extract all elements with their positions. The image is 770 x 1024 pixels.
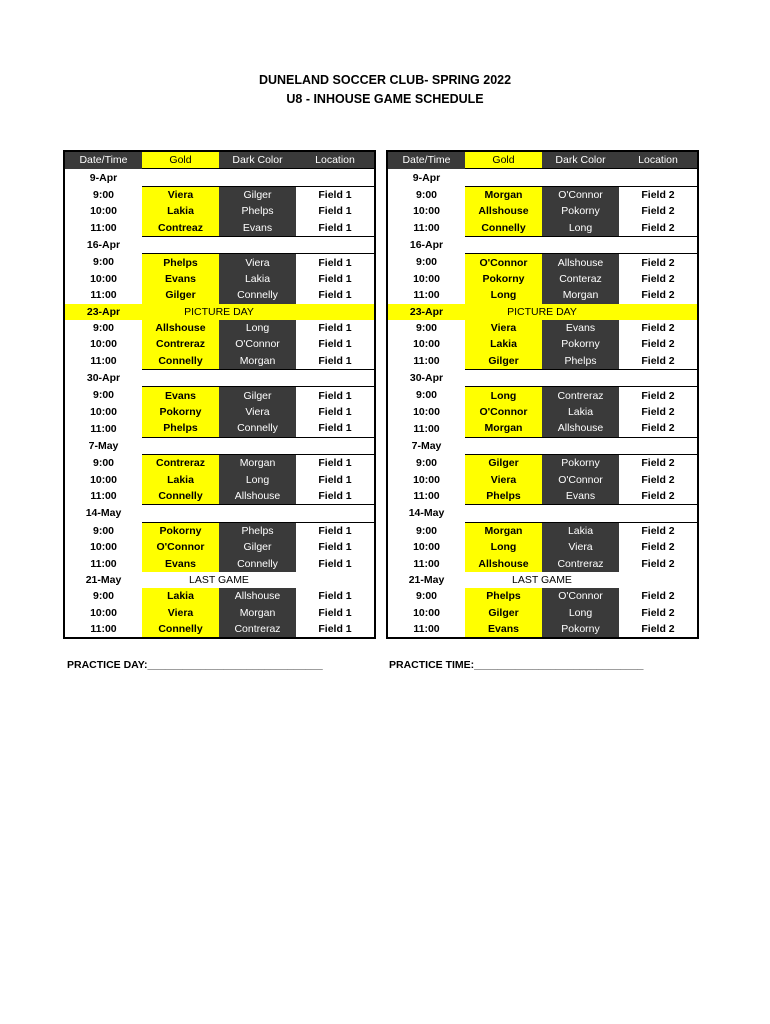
- gold-team: Contreraz: [142, 455, 219, 472]
- dark-team: Morgan: [219, 605, 296, 621]
- game-time: 9:00: [415, 590, 437, 603]
- game-time: 11:00: [90, 222, 117, 234]
- gold-team: Long: [465, 387, 542, 404]
- header-location: Location: [619, 151, 698, 169]
- gold-team: O'Connor: [142, 539, 219, 555]
- gold-team: Contreraz: [142, 336, 219, 352]
- game-row: [64, 404, 375, 420]
- game-time: 10:00: [413, 541, 440, 554]
- gold-team: Pokorny: [142, 522, 219, 539]
- dark-team: Pokorny: [542, 203, 619, 219]
- gold-team: Lakia: [142, 471, 219, 487]
- game-row: [64, 522, 375, 539]
- schedule-body: [64, 169, 375, 638]
- game-row: [387, 387, 698, 404]
- date-row: [387, 505, 698, 522]
- game-location: Field 2: [641, 606, 675, 619]
- game-location: Field 2: [641, 524, 675, 537]
- date-cell: 23-Apr: [387, 304, 465, 320]
- gold-team: Phelps: [142, 420, 219, 437]
- dark-team: Gilger: [219, 387, 296, 404]
- date-cell: 23-Apr: [64, 304, 142, 320]
- game-time: 11:00: [413, 422, 440, 435]
- dark-team: Allshouse: [542, 254, 619, 271]
- game-time: 10:00: [90, 205, 117, 218]
- gold-team: Long: [465, 539, 542, 555]
- date-row: [64, 572, 375, 588]
- game-time: 10:00: [90, 606, 117, 619]
- game-row: [64, 420, 375, 437]
- gold-team: Connelly: [142, 353, 219, 370]
- picture-day-note: PICTURE DAY: [142, 304, 296, 320]
- empty-cell: [465, 370, 698, 387]
- game-time: 11:00: [90, 422, 117, 435]
- game-location: Field 1: [318, 473, 352, 486]
- game-location: Field 1: [318, 188, 352, 201]
- dark-team: Lakia: [542, 404, 619, 420]
- game-location: Field 2: [641, 490, 675, 502]
- game-location: Field 2: [641, 590, 675, 603]
- dark-team: Viera: [219, 404, 296, 420]
- game-location: Field 2: [641, 354, 675, 367]
- date-cell: 7-May: [88, 439, 119, 452]
- game-row: [64, 254, 375, 271]
- game-time: 11:00: [90, 355, 117, 368]
- game-location: Field 1: [318, 623, 352, 636]
- dark-team: Pokorny: [542, 621, 619, 638]
- dark-team: O'Connor: [542, 588, 619, 604]
- dark-team: Evans: [219, 220, 296, 237]
- header-gold: Gold: [142, 151, 219, 169]
- gold-team: O'Connor: [465, 404, 542, 420]
- date-row: [64, 304, 375, 320]
- picture-day-note: PICTURE DAY: [465, 304, 619, 320]
- header-location: Location: [296, 151, 375, 169]
- game-row: [64, 471, 375, 487]
- dark-team: Phelps: [219, 522, 296, 539]
- field-1-schedule-table: [63, 150, 376, 639]
- game-time: 9:00: [415, 389, 437, 402]
- gold-team: Morgan: [465, 186, 542, 203]
- game-time: 9:00: [92, 590, 114, 603]
- dark-team: Allshouse: [219, 488, 296, 505]
- table-header: [387, 151, 698, 169]
- game-location: Field 2: [641, 272, 675, 285]
- empty-cell: [296, 304, 375, 320]
- gold-team: Phelps: [465, 588, 542, 604]
- last-game-note: LAST GAME: [512, 573, 572, 586]
- date-cell: 9-Apr: [412, 171, 441, 184]
- gold-team: Gilger: [465, 353, 542, 370]
- game-row: [64, 555, 375, 571]
- game-location: Field 2: [641, 457, 675, 470]
- game-row: [387, 488, 698, 505]
- game-location: Field 1: [318, 557, 352, 570]
- schedule-title: DUNELAND SOCCER CLUB- SPRING 2022: [258, 73, 512, 87]
- game-row: [387, 555, 698, 571]
- game-time: 9:00: [415, 524, 437, 537]
- practice-time-line: [389, 659, 644, 671]
- game-row: [387, 336, 698, 352]
- gold-team: Lakia: [142, 588, 219, 604]
- game-time: 10:00: [413, 272, 440, 285]
- game-time: 11:00: [413, 490, 440, 503]
- game-time: 10:00: [90, 473, 117, 486]
- gold-team: Connelly: [465, 220, 542, 237]
- date-row: [387, 236, 698, 253]
- schedule-body: [387, 169, 698, 638]
- game-location: Field 1: [318, 354, 352, 367]
- empty-cell: [142, 505, 375, 522]
- game-time: 11:00: [90, 490, 117, 503]
- gold-team: Pokorny: [142, 404, 219, 420]
- dark-team: Phelps: [219, 203, 296, 219]
- date-cell: 14-May: [408, 507, 445, 520]
- game-time: 9:00: [92, 524, 114, 537]
- game-time: 11:00: [413, 289, 440, 302]
- dark-team: Morgan: [219, 455, 296, 472]
- date-cell: 14-May: [85, 507, 122, 520]
- date-cell: 9-Apr: [89, 171, 118, 184]
- dark-team: Contreraz: [542, 387, 619, 404]
- dark-team: Viera: [542, 539, 619, 555]
- game-location: Field 1: [318, 422, 352, 435]
- game-location: Field 2: [641, 389, 675, 402]
- game-row: [387, 186, 698, 203]
- dark-team: Pokorny: [542, 336, 619, 352]
- dark-team: Pokorny: [542, 455, 619, 472]
- header-dark-color: Dark Color: [542, 151, 619, 169]
- date-row: [387, 437, 698, 454]
- empty-cell: [465, 437, 698, 454]
- date-row: [64, 437, 375, 454]
- game-location: Field 1: [318, 490, 352, 502]
- game-time: 9:00: [92, 322, 114, 335]
- game-time: 11:00: [413, 222, 440, 234]
- game-row: [387, 522, 698, 539]
- game-time: 9:00: [92, 389, 114, 402]
- dark-team: Evans: [542, 488, 619, 505]
- gold-team: Allshouse: [465, 203, 542, 219]
- table-header: [64, 151, 375, 169]
- game-time: 11:00: [90, 623, 117, 636]
- game-location: Field 1: [318, 256, 352, 269]
- empty-cell: [142, 370, 375, 387]
- game-row: [387, 588, 698, 604]
- gold-team: Gilger: [142, 287, 219, 303]
- game-time: 11:00: [413, 355, 440, 368]
- game-location: Field 1: [318, 389, 352, 402]
- game-location: Field 1: [318, 322, 352, 335]
- game-location: Field 2: [641, 205, 675, 218]
- game-location: Field 2: [641, 322, 675, 335]
- game-location: Field 2: [641, 623, 675, 636]
- dark-team: Connelly: [219, 287, 296, 303]
- date-cell: 16-Apr: [86, 239, 121, 252]
- empty-cell: [465, 236, 698, 253]
- game-row: [387, 621, 698, 638]
- gold-team: Morgan: [465, 420, 542, 437]
- date-row: [387, 370, 698, 387]
- game-row: [64, 186, 375, 203]
- gold-team: Lakia: [142, 203, 219, 219]
- game-time: 11:00: [413, 623, 440, 636]
- dark-team: Viera: [219, 254, 296, 271]
- game-time: 10:00: [90, 338, 117, 351]
- game-location: Field 1: [318, 606, 352, 619]
- date-row: [387, 169, 698, 186]
- empty-cell: [619, 572, 698, 588]
- game-time: 10:00: [413, 473, 440, 486]
- game-row: [64, 488, 375, 505]
- game-location: Field 2: [641, 406, 675, 419]
- game-location: Field 1: [318, 406, 352, 419]
- game-row: [64, 220, 375, 237]
- game-location: Field 1: [318, 457, 352, 470]
- game-row: [387, 320, 698, 336]
- dark-team: Long: [542, 220, 619, 237]
- game-row: [64, 387, 375, 404]
- dark-team: Contreraz: [542, 555, 619, 571]
- game-row: [387, 203, 698, 219]
- practice-time-blank: _____________________________: [474, 659, 644, 671]
- dark-team: Long: [542, 605, 619, 621]
- date-row: [387, 304, 698, 320]
- header-dark-color: Dark Color: [219, 151, 296, 169]
- game-time: 11:00: [413, 557, 440, 570]
- gold-team: Lakia: [465, 336, 542, 352]
- gold-team: Long: [465, 287, 542, 303]
- dark-team: O'Connor: [219, 336, 296, 352]
- game-row: [64, 353, 375, 370]
- gold-team: O'Connor: [465, 254, 542, 271]
- game-location: Field 2: [641, 557, 675, 570]
- game-location: Field 1: [318, 524, 352, 537]
- gold-team: Gilger: [465, 605, 542, 621]
- game-location: Field 2: [641, 422, 675, 435]
- dark-team: Contreraz: [219, 621, 296, 638]
- game-row: [64, 605, 375, 621]
- last-game-note: LAST GAME: [189, 573, 249, 586]
- dark-team: Morgan: [219, 353, 296, 370]
- dark-team: O'Connor: [542, 186, 619, 203]
- dark-team: Evans: [542, 320, 619, 336]
- dark-team: Connelly: [219, 555, 296, 571]
- game-location: Field 1: [318, 205, 352, 218]
- header-date-time: Date/Time: [387, 151, 465, 169]
- gold-team: Viera: [465, 471, 542, 487]
- game-row: [387, 471, 698, 487]
- game-row: [387, 220, 698, 237]
- dark-team: Phelps: [542, 353, 619, 370]
- game-row: [387, 539, 698, 555]
- empty-cell: [296, 572, 375, 588]
- game-location: Field 1: [318, 272, 352, 285]
- gold-team: Allshouse: [142, 320, 219, 336]
- game-time: 11:00: [90, 289, 117, 302]
- gold-team: Evans: [142, 555, 219, 571]
- game-row: [387, 287, 698, 303]
- empty-cell: [142, 169, 375, 186]
- date-row: [64, 505, 375, 522]
- dark-team: Long: [219, 471, 296, 487]
- game-time: 10:00: [413, 606, 440, 619]
- dark-team: Gilger: [219, 539, 296, 555]
- game-location: Field 2: [641, 188, 675, 201]
- game-row: [64, 455, 375, 472]
- dark-team: Long: [219, 320, 296, 336]
- date-cell: 30-Apr: [409, 372, 444, 385]
- game-time: 10:00: [413, 338, 440, 351]
- gold-team: Morgan: [465, 522, 542, 539]
- dark-team: Gilger: [219, 186, 296, 203]
- game-row: [64, 588, 375, 604]
- gold-team: Viera: [142, 605, 219, 621]
- date-row: [387, 572, 698, 588]
- empty-cell: [142, 437, 375, 454]
- schedule-subtitle: U8 - INHOUSE GAME SCHEDULE: [286, 92, 484, 106]
- game-row: [64, 203, 375, 219]
- game-row: [387, 605, 698, 621]
- gold-team: Connelly: [142, 488, 219, 505]
- field-2-schedule-table: [386, 150, 699, 639]
- game-location: Field 2: [641, 256, 675, 269]
- gold-team: Phelps: [465, 488, 542, 505]
- game-row: [64, 336, 375, 352]
- game-row: [64, 271, 375, 287]
- game-row: [64, 621, 375, 638]
- game-row: [387, 420, 698, 437]
- dark-team: Lakia: [219, 271, 296, 287]
- game-location: Field 1: [318, 289, 352, 302]
- game-time: 9:00: [415, 456, 437, 469]
- game-location: Field 1: [318, 541, 352, 554]
- gold-team: Phelps: [142, 254, 219, 271]
- game-time: 10:00: [413, 406, 440, 419]
- gold-team: Contreaz: [142, 220, 219, 237]
- game-row: [64, 539, 375, 555]
- dark-team: Lakia: [542, 522, 619, 539]
- gold-team: Viera: [142, 186, 219, 203]
- empty-cell: [465, 505, 698, 522]
- game-time: 10:00: [90, 541, 117, 554]
- game-location: Field 2: [641, 289, 675, 302]
- game-time: 9:00: [92, 456, 114, 469]
- game-time: 10:00: [413, 205, 440, 218]
- date-row: [64, 370, 375, 387]
- game-time: 9:00: [415, 322, 437, 335]
- dark-team: Allshouse: [219, 588, 296, 604]
- practice-day-line: [67, 659, 323, 671]
- game-row: [387, 254, 698, 271]
- gold-team: Viera: [465, 320, 542, 336]
- empty-cell: [142, 236, 375, 253]
- game-time: 9:00: [415, 256, 437, 269]
- practice-time-label: PRACTICE TIME:: [389, 659, 475, 671]
- date-cell: 21-May: [408, 573, 445, 586]
- game-location: Field 2: [641, 473, 675, 486]
- game-location: Field 1: [318, 221, 352, 234]
- gold-team: Evans: [142, 387, 219, 404]
- gold-team: Evans: [465, 621, 542, 638]
- date-row: [64, 169, 375, 186]
- header-date-time: Date/Time: [64, 151, 142, 169]
- game-location: Field 1: [318, 590, 352, 603]
- dark-team: Morgan: [542, 287, 619, 303]
- gold-team: Gilger: [465, 455, 542, 472]
- game-row: [387, 353, 698, 370]
- game-time: 10:00: [90, 272, 117, 285]
- dark-team: Conteraz: [542, 271, 619, 287]
- game-location: Field 2: [641, 338, 675, 351]
- game-time: 11:00: [90, 557, 117, 570]
- game-row: [64, 287, 375, 303]
- game-time: 9:00: [92, 188, 114, 201]
- game-location: Field 1: [318, 338, 352, 351]
- gold-team: Evans: [142, 271, 219, 287]
- game-row: [387, 455, 698, 472]
- game-row: [64, 320, 375, 336]
- date-row: [64, 236, 375, 253]
- gold-team: Connelly: [142, 621, 219, 638]
- game-location: Field 2: [641, 541, 675, 554]
- dark-team: O'Connor: [542, 471, 619, 487]
- gold-team: Allshouse: [465, 555, 542, 571]
- game-row: [387, 271, 698, 287]
- practice-day-blank: ______________________________: [147, 659, 323, 671]
- date-cell: 16-Apr: [409, 239, 444, 252]
- header-gold: Gold: [465, 151, 542, 169]
- date-cell: 30-Apr: [86, 372, 121, 385]
- game-time: 9:00: [415, 188, 437, 201]
- date-cell: 7-May: [411, 439, 442, 452]
- dark-team: Connelly: [219, 420, 296, 437]
- empty-cell: [465, 169, 698, 186]
- game-location: Field 2: [641, 221, 675, 234]
- game-time: 9:00: [92, 256, 114, 269]
- practice-day-label: PRACTICE DAY:: [67, 659, 148, 671]
- gold-team: Pokorny: [465, 271, 542, 287]
- empty-cell: [619, 304, 698, 320]
- game-row: [387, 404, 698, 420]
- game-time: 10:00: [90, 406, 117, 419]
- dark-team: Allshouse: [542, 420, 619, 437]
- date-cell: 21-May: [85, 573, 122, 586]
